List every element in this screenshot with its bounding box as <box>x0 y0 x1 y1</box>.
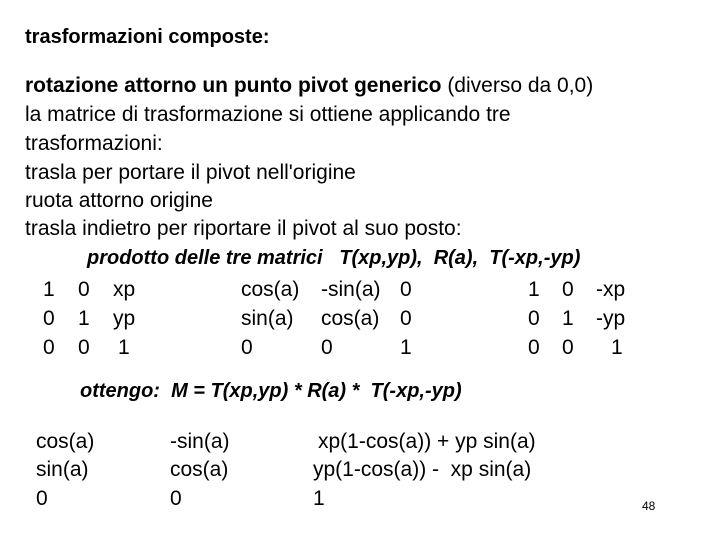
matrix-cell: 0 <box>170 487 182 510</box>
matrix-cell: cos(a) <box>321 307 380 330</box>
matrix-cell: 0 <box>78 336 90 359</box>
matrix-cell: 0 <box>241 336 253 359</box>
matrix-cell: yp(1-cos(a)) - xp sin(a) <box>313 458 532 481</box>
matrix-cell: 0 <box>562 336 574 359</box>
matrix-cell: 0 <box>562 278 574 301</box>
body-line-3: trasla per portare il pivot nell'origine <box>25 161 356 184</box>
matrix-cell: 1 <box>611 336 623 359</box>
body-line-2: trasformazioni: <box>25 132 163 155</box>
matrix-cell: 0 <box>321 336 333 359</box>
matrix-cell: -xp <box>596 278 626 301</box>
matrix-cell: 0 <box>528 336 540 359</box>
matrix-cell: 0 <box>400 278 412 301</box>
matrix-cell: 0 <box>528 307 540 330</box>
matrix-cell: sin(a) <box>36 458 89 481</box>
matrix-cell: -yp <box>596 307 626 330</box>
matrix-cell: 1 <box>78 307 90 330</box>
intro-bold-text: rotazione attorno un punto pivot generico <box>25 74 442 97</box>
matrix-cell: 0 <box>400 307 412 330</box>
matrix-cell: 1 <box>313 487 325 510</box>
matrix-cell: sin(a) <box>241 307 294 330</box>
matrix-cell: 0 <box>43 336 55 359</box>
body-line-4: ruota attorno origine <box>25 189 213 212</box>
matrix-cell: cos(a) <box>241 278 300 301</box>
matrix-cell: cos(a) <box>36 430 95 453</box>
intro-line <box>25 75 593 96</box>
page-number: 48 <box>642 499 656 513</box>
matrix-cell: yp <box>113 307 136 330</box>
matrix-cell: xp <box>113 278 136 301</box>
matrix-cell: -sin(a) <box>321 278 381 301</box>
body-line-1: la matrice di trasformazione si ottiene applicando tre <box>25 103 511 126</box>
matrix-cell: -sin(a) <box>170 430 230 453</box>
product-line: prodotto delle tre matrici T(xp,yp), R(a), T(-xp,-yp) <box>87 247 581 269</box>
result-line: ottengo: M = T(xp,yp) * R(a) * T(-xp,-yp) <box>80 380 462 402</box>
matrix-cell: cos(a) <box>170 458 229 481</box>
intro-normal-text: (diverso da 0,0) <box>441 74 594 97</box>
matrix-cell: 1 <box>528 278 540 301</box>
matrix-cell: 0 <box>78 278 90 301</box>
matrix-cell: xp(1-cos(a)) + yp sin(a) <box>318 430 536 453</box>
body-line-5: trasla indietro per riportare il pivot al suo posto: <box>25 217 462 240</box>
matrix-cell: 0 <box>43 307 55 330</box>
matrix-cell: 1 <box>562 307 574 330</box>
matrix-cell: 1 <box>118 336 130 359</box>
matrix-cell: 1 <box>400 336 412 359</box>
slide-title: trasformazioni composte: <box>25 26 270 48</box>
matrix-cell: 0 <box>36 487 48 510</box>
matrix-cell: 1 <box>43 278 55 301</box>
